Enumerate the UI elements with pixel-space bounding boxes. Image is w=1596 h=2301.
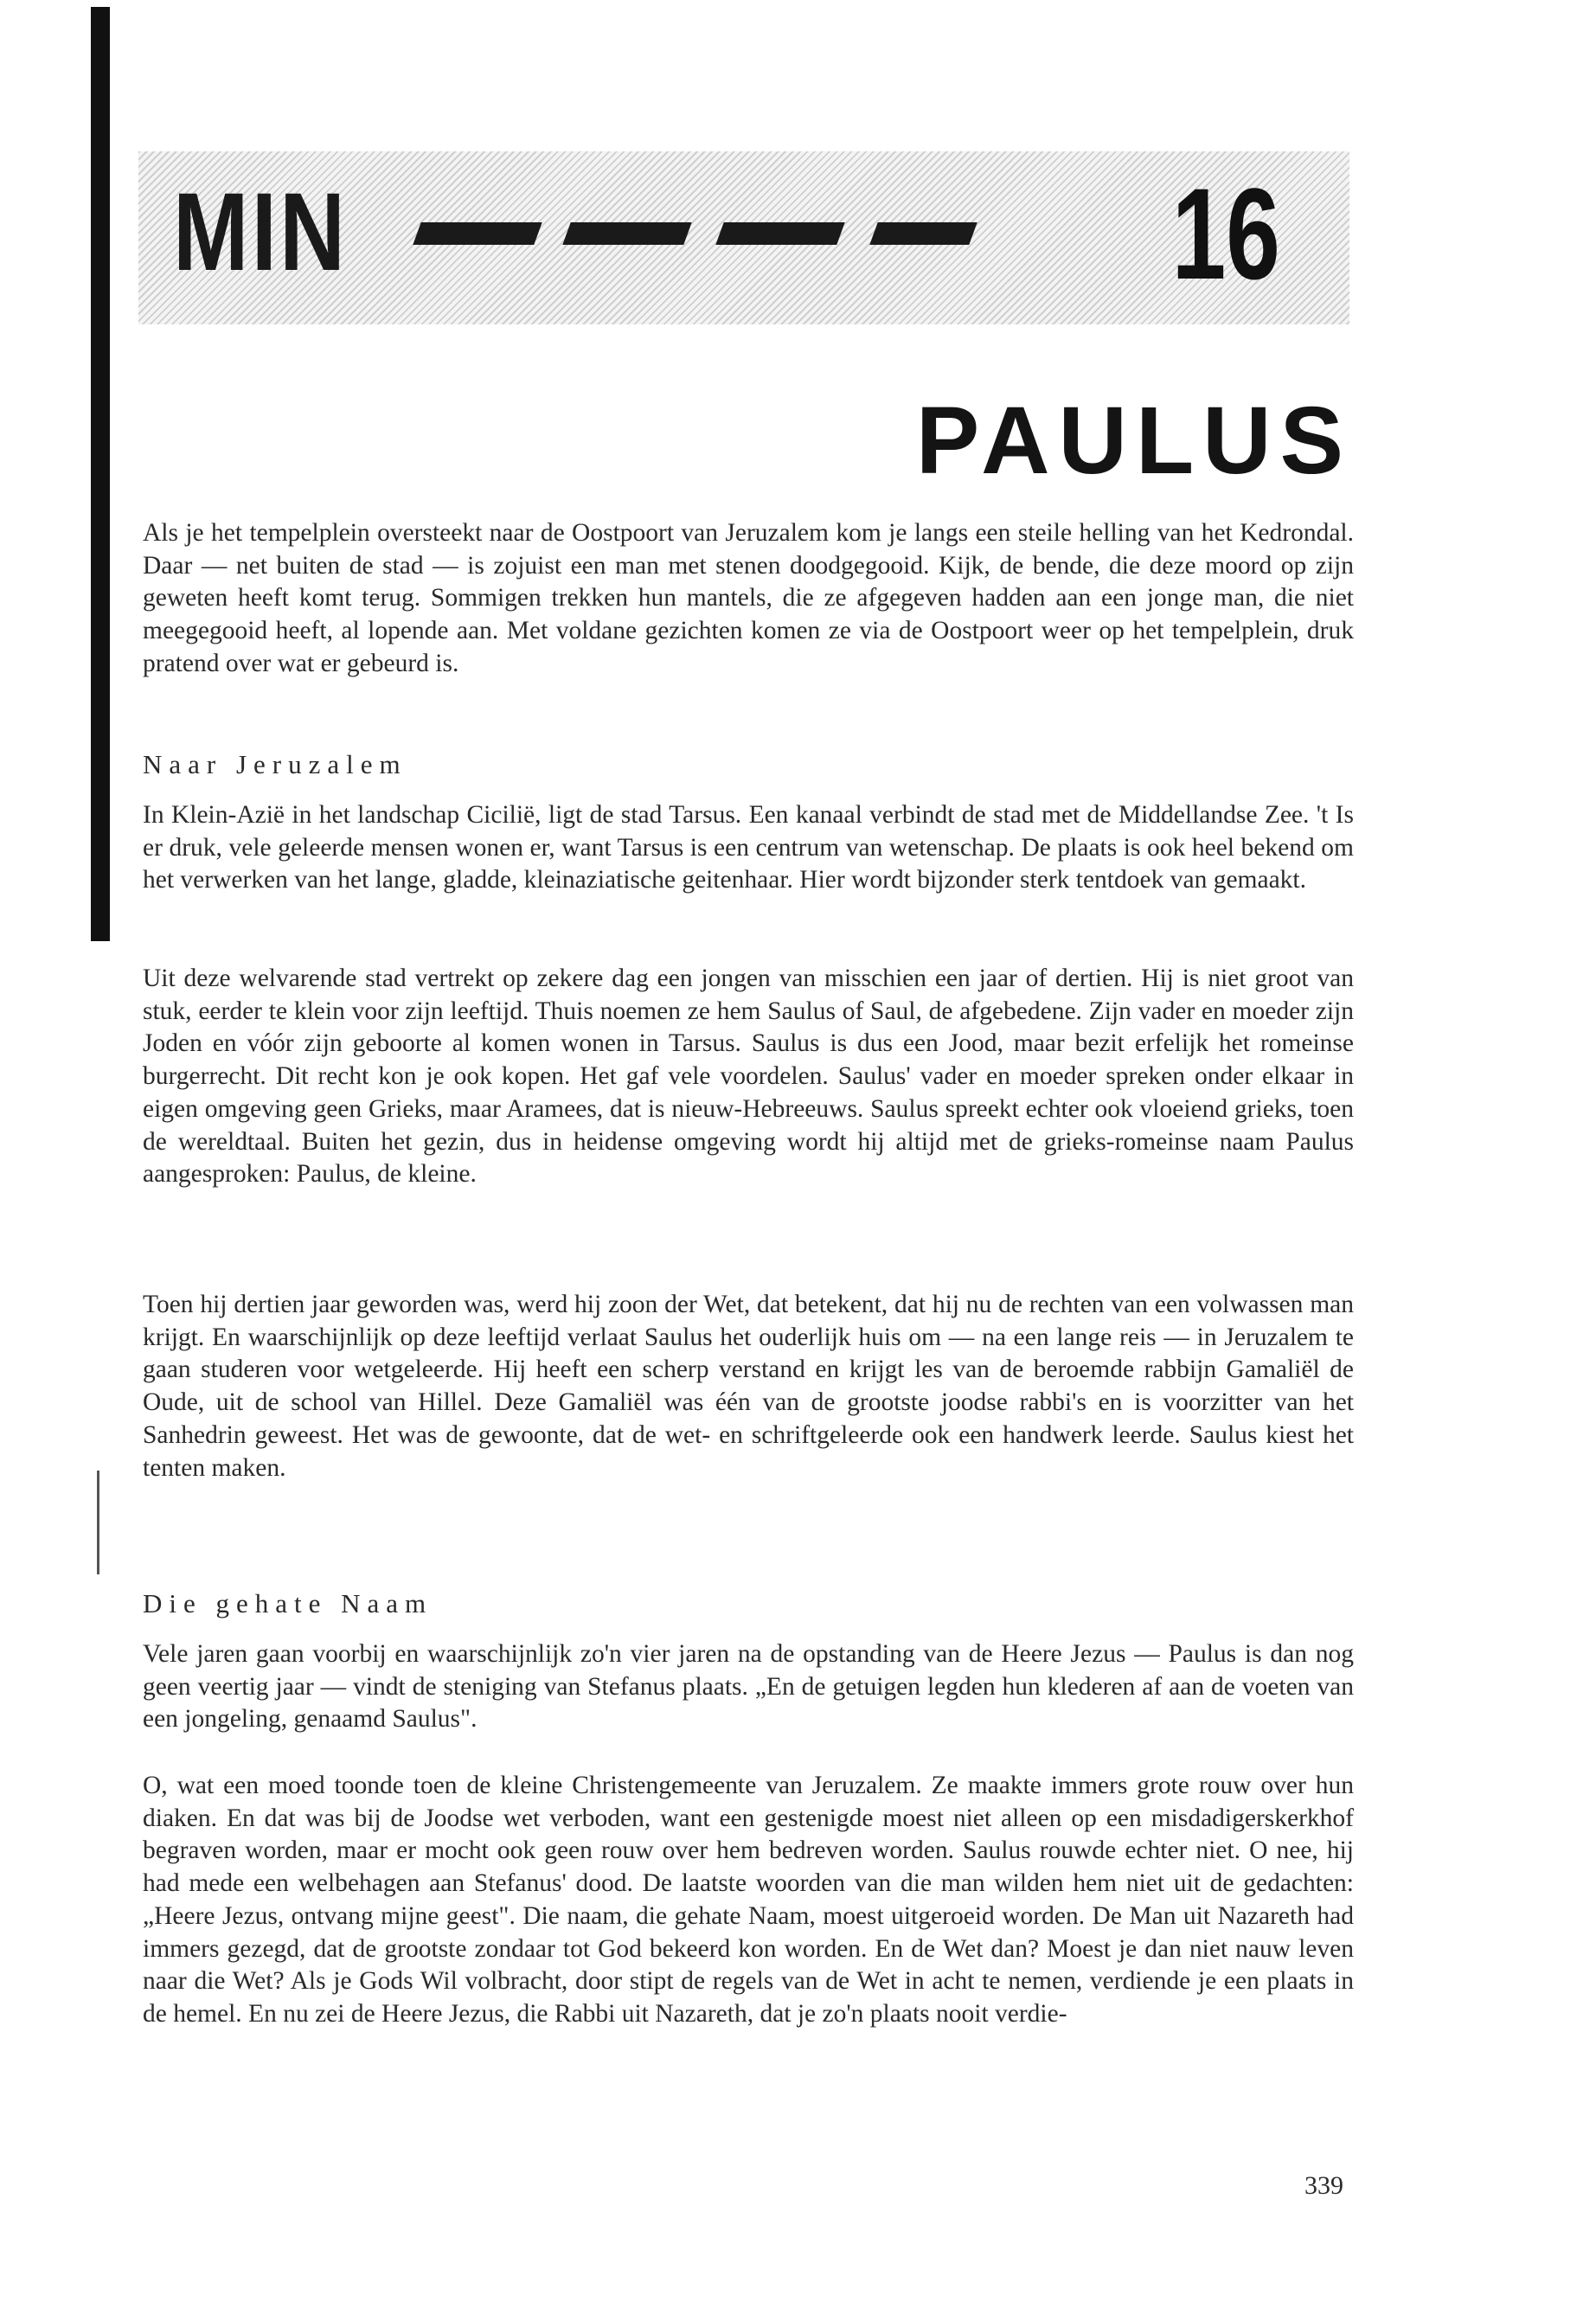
banner-bar-4 xyxy=(869,222,977,245)
section-heading-die-gehate-naam: Die gehate Naam xyxy=(143,1588,433,1618)
section2-paragraph-1: Vele jaren gaan voorbij en waarschijnlijk zo'n vier jaren na de opstanding van de Heere Jezus — Paulus is dan nog geen veertig jaar — vindt de steniging van Stefanus plaats. „En de getuigen legden hun klederen af aan de voeten van een jongeling, genaamd Saulus". xyxy=(143,1640,1354,1734)
banner-bar-3 xyxy=(715,222,844,245)
section1-paragraph-2: Uit deze welvarende stad vertrekt op zekere dag een jongen van misschien een jaar of dertien. Hij is niet groot van stuk, eerder te klein voor zijn leeftijd. Thuis noemen ze hem Saulus of Saul, de afgebedene. Zijn vader en moeder zijn Joden en vóór zijn geboorte al komen wonen in Tarsus. Saulus is dus een Jood, maar bezit erfelijk het romeinse burgerrecht. Dit recht kon je ook kopen. Het gaf vele voordelen. Saulus' vader en moeder spreken onder elkaar in eigen omgeving geen Grieks, maar Aramees, dat is nieuw-Hebreeuws. Saulus spreekt echter ook vloeiend grieks, toen de wereldtaal. Buiten het gezin, dus in heidense omgeving wordt hij altijd met de grieks-romeinse naam Paulus aangesproken: Paulus, de kleine. xyxy=(143,965,1354,1189)
banner-left-text: MIN xyxy=(173,170,349,294)
chapter-banner xyxy=(138,151,1349,324)
intro-paragraph: Als je het tempelplein oversteekt naar de Oostpoort van Jeruzalem kom je langs een steile helling van het Kedrondal. Daar — net buiten de stad — is zojuist een man met stenen doodgegooid. Kijk, de bende, die deze moord op zijn geweten heeft komt terug. Sommigen trekken hun mantels, die ze afgegeven hadden aan een jonge man, die niet meegegooid heeft, al lopende aan. Met voldane gezichten komen ze via de Oostpoort weer op het tempelplein, druk pratend over wat er gebeurd is. xyxy=(143,519,1354,677)
banner-bar-2 xyxy=(562,222,691,245)
page-number: 339 xyxy=(1304,2171,1343,2200)
left-edge-line xyxy=(97,1471,99,1574)
section2-paragraph-2: O, wat een moed toonde toen de kleine Christengemeente van Jeruzalem. Ze maakte immers grote rouw over hun diaken. En dat was bij de Joodse wet verboden, want een gestenigde moest niet alleen op een misdadigerskerkhof begraven worden, maar er mocht ook geen rouw over hem bedreven worden. Saulus rouwde echter niet. O nee, hij had mede een welbehagen aan Stefanus' dood. De laatste woorden van die man wilden hem niet uit de gedachten: „Heere Jezus, ontvang mijne geest". Die naam, die gehate Naam, moest uitgeroeid worden. De Man uit Nazareth had immers gezegd, dat de grootste zondaar tot God bekeerd kon worden. En de Wet dan? Moest je dan niet nauw leven naar die Wet? Als je Gods Wil volbracht, door stipt de regels van de Wet in acht te nemen, verdiende je een plaats in de hemel. En nu zei de Heere Jezus, die Rabbi uit Nazareth, dat je zo'n plaats nooit verdie- xyxy=(143,1772,1354,2028)
banner-bar-1 xyxy=(413,222,542,245)
section-heading-naar-jeruzalem: Naar Jeruzalem xyxy=(143,749,407,779)
chapter-title: PAULUS xyxy=(915,388,1352,494)
section1-paragraph-1: In Klein-Azië in het landschap Cicilië, ligt de stad Tarsus. Een kanaal verbindt de stad met de Middellandse Zee. 't Is er druk, vele geleerde mensen wonen er, want Tarsus is een centrum van wetenschap. De plaats is ook heel bekend om het verwerken van het lange, gladde, kleinaziatische geitenhaar. Hier wordt bijzonder sterk tentdoek van gemaakt. xyxy=(143,801,1354,894)
chapter-number: 16 xyxy=(1171,161,1280,306)
section1-paragraph-3: Toen hij dertien jaar geworden was, werd hij zoon der Wet, dat betekent, dat hij nu de rechten van een volwassen man krijgt. En waarschijnlijk op deze leeftijd verlaat Saulus het ouderlijk huis om — na een lange reis — in Jeruzalem te gaan studeren voor wetgeleerde. Hij heeft een scherp verstand en krijgt les van de beroemde rabbijn Gamaliël de Oude, uit de school van Hillel. Deze Gamaliël was één van de grootste joodse rabbi's en is voorzitter van het Sanhedrin geweest. Het was de gewoonte, dat de wet- en schriftgeleerde ook een handwerk leerde. Saulus kiest het tenten maken. xyxy=(143,1291,1354,1482)
left-edge-bar xyxy=(91,7,110,941)
